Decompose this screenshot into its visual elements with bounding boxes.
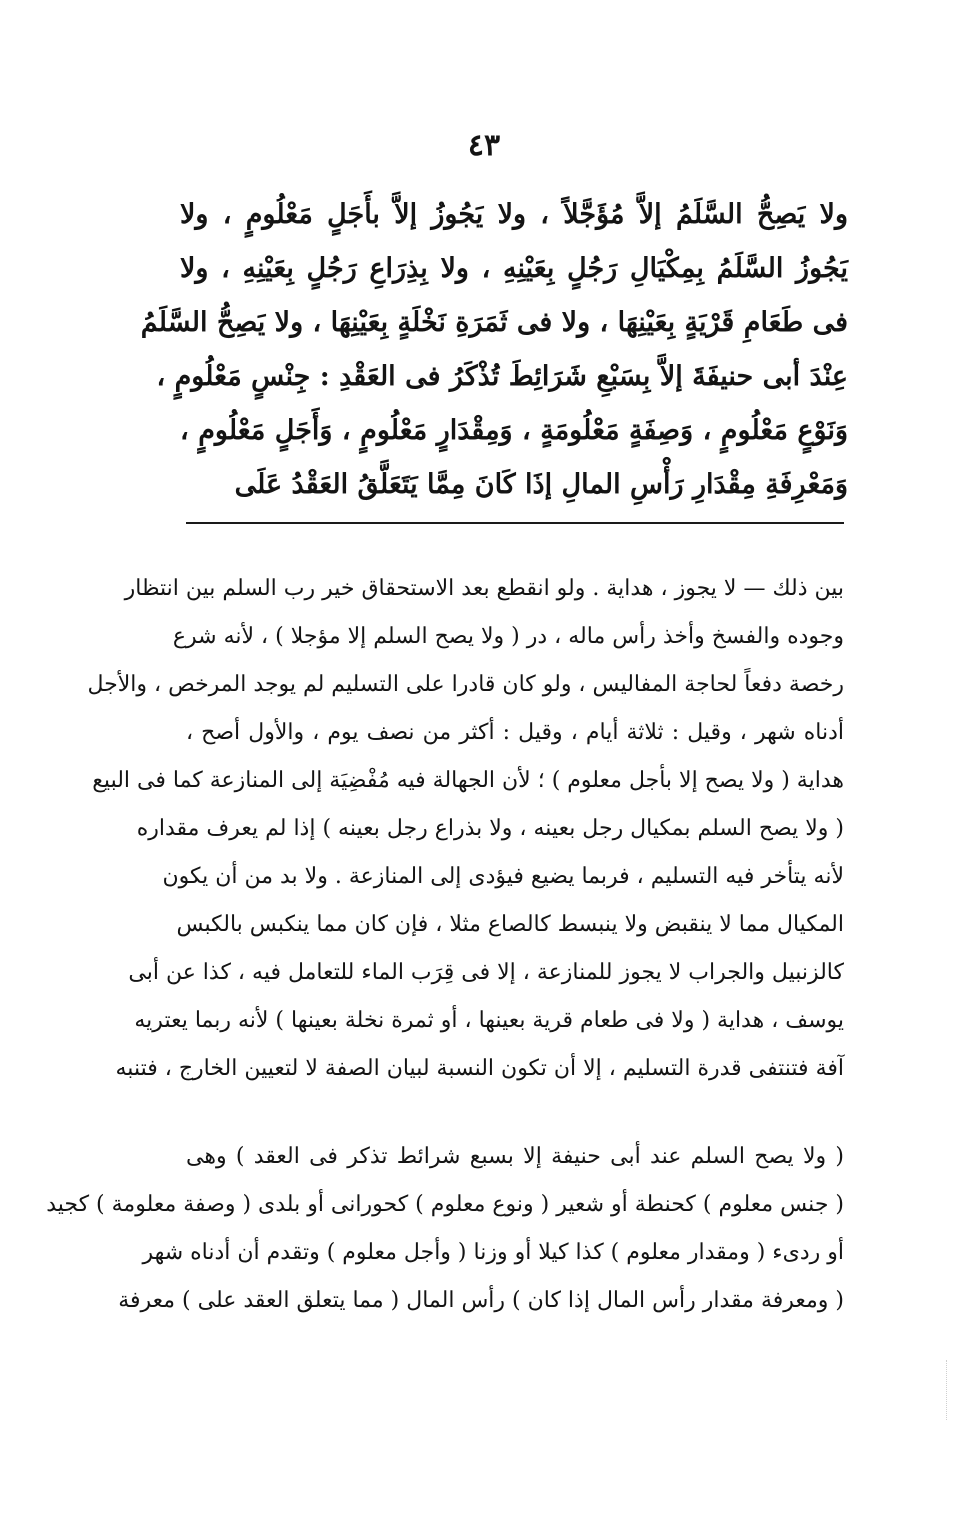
commentary-line: ( ولا يصح السلم بمكيال رجل بعينه ، ولا بذراع رجل بعينه ) إذا لم يعرف مقداره	[136, 816, 844, 841]
main-text-line: ولا يَصِحُّ السَّلَمُ إلاَّ مُؤَجَّلاً ، ولا يَجُوزُ إلاَّ بأَجَلٍ مَعْلُومٍ ، ولا	[180, 199, 848, 230]
commentary-line: هداية ( ولا يصح إلا بأجل معلوم ) ؛ لأن الجهالة فيه مُفْضِيَة إلى المنازعة كما فى البيع	[92, 768, 844, 793]
commentary-line: ( جنس معلوم ) كحنطة أو شعير ( ونوع معلوم ) كحورانى أو بلدى ( وصفة معلومة ) كجيد	[46, 1192, 844, 1217]
commentary-line: كالزنبيل والجراب لا يجوز للمنازعة ، إلا فى قِرَب الماء للتعامل فيه ، كذا عن أبى	[128, 960, 844, 985]
main-text-line: فى طَعَامِ قَرْيَةٍ بِعَيْنِهَا ، ولا فى ثَمَرَةِ نَخْلَةٍ بِعَيْنِهَا ، ولا يَصِحُّ السَّلَمُ	[140, 307, 848, 338]
commentary-line: ( ولا يصح السلم عند أبى حنيفة إلا بسبع شرائط تذكر فى العقد ) وهى	[186, 1144, 844, 1169]
commentary-line: رخصة دفعاً لحاجة المفاليس ، ولو كان قادرا على التسليم لم يوجد المرخص ، والأجل	[87, 672, 844, 697]
commentary-line: بين ذلك — لا يجوز ، هداية . ولو انقطع بعد الاستحقاق خير رب السلم بين انتظار	[124, 576, 844, 601]
main-text-line: وَنَوْعٍ مَعْلُومٍ ، وَصِفَةٍ مَعْلُومَةٍ ، وَمِقْدَارٍ مَعْلُومٍ ، وَأَجَلٍ مَعْلُومٍ ،	[180, 415, 848, 446]
commentary-line: آفة فتنتفى قدرة التسليم ، إلا أن تكون النسبة لبيان الصفة لا لتعيين الخارج ، فتنبه	[115, 1056, 844, 1081]
commentary-line: أدناه شهر ، وقيل : ثلاثة أيام ، وقيل : أكثر من نصف يوم ، والأول أصح ،	[186, 720, 844, 745]
commentary-line: المكيال مما لا ينقبض ولا ينبسط كالصاع مثلا ، فإن كان مما ينكبس بالكبس	[176, 912, 844, 937]
commentary-paragraph-1	[87, 565, 844, 1093]
main-text-line: وَمَعْرِفَةِ مِقْدَارِ رَأْسِ المالِ إذَا كَانَ مِمَّا يَتَعَلَّقُ العَقْدُ عَلَى	[234, 469, 848, 500]
commentary-line: يوسف ، هداية ( ولا فى طعام قرية بعينها ، أو ثمرة نخلة بعينها ) لأنه ربما يعتريه	[134, 1008, 844, 1033]
main-text-block	[140, 188, 848, 512]
page-number: ٤٣	[467, 128, 501, 163]
commentary-line: وجوده والفسخ وأخذ رأس ماله ، در ( ولا يصح السلم إلا مؤجلا ) ، لأنه شرع	[172, 624, 844, 649]
commentary-paragraph-2	[46, 1133, 844, 1325]
commentary-line: أو ردىء ( ومقدار معلوم ) كذا كيلا أو وزنا ( وأجل معلوم ) وتقدم أن أدناه شهر	[142, 1240, 844, 1265]
main-text-line: يَجُوزُ السَّلَمُ بِمِكْيَالِ رَجُلٍ بِعَيْنِهِ ، ولا بِذِرَاعِ رَجُلٍ بِعَيْنِهِ ، ولا	[180, 253, 848, 284]
main-text-line: عِنْدَ أبى حنيفَةَ إلاَّ بِسَبْعِ شَرَائِطَ تُذْكَرُ فى العَقْدِ : جِنْسٍ مَعْلُومٍ ،	[156, 361, 848, 392]
commentary-line: ( ومعرفة مقدار رأس المال إذا كان ) رأس المال ( مما يتعلق العقد على ) معرفة	[118, 1288, 844, 1313]
section-divider	[186, 522, 844, 524]
scan-margin-mark	[946, 1360, 949, 1420]
commentary-line: لأنه يتأخر فيه التسليم ، فربما يضيع فيؤدى إلى المنازعة . ولا بد من أن يكون	[162, 864, 844, 889]
